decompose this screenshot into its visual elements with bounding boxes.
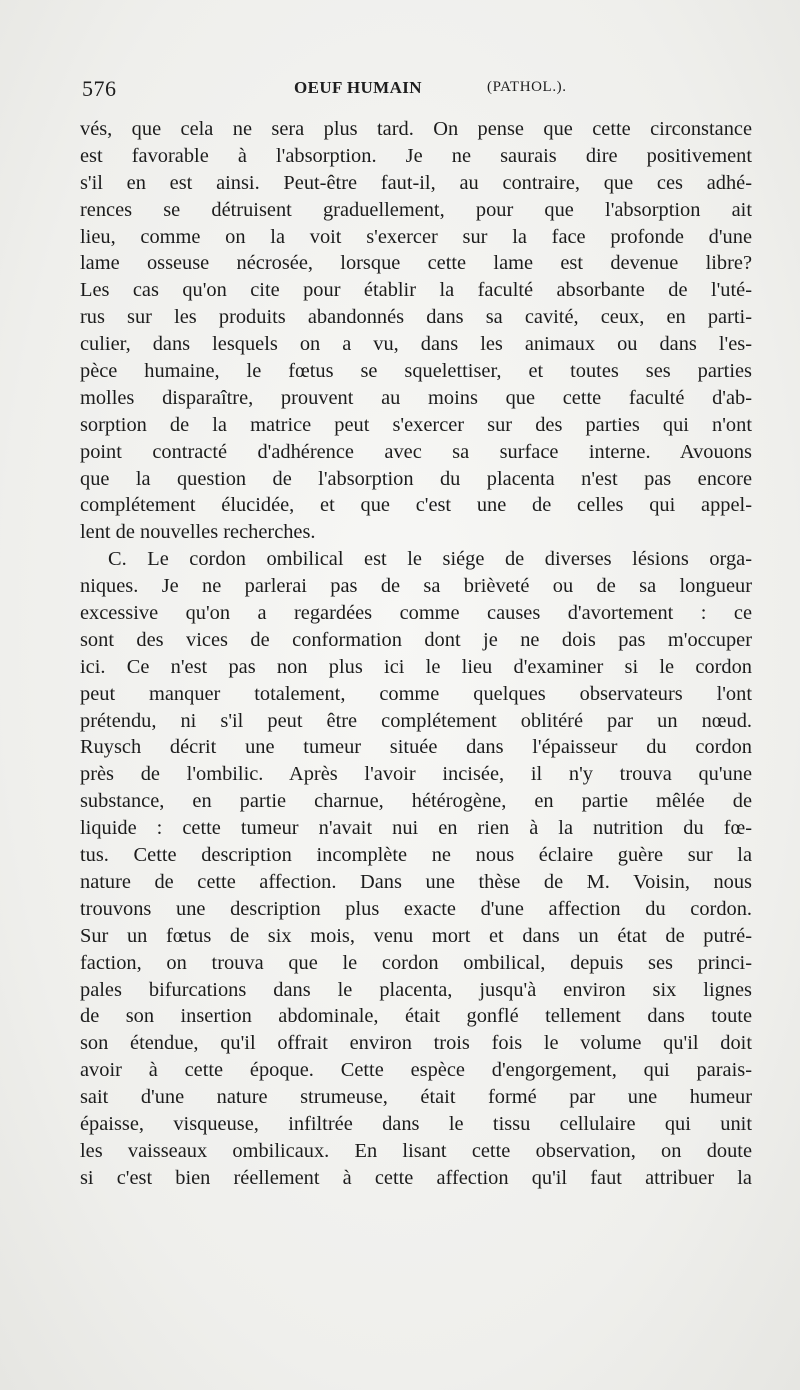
text-line: liquide : cette tumeur n'avait nui en rien à la nutrition du fœ- [80, 817, 752, 840]
text-line: ici. Ce n'est pas non plus ici le lieu d'examiner si le cordon [80, 655, 752, 678]
running-title: OEUF HUMAIN [294, 78, 422, 97]
text-line: son étendue, qu'il offrait environ trois fois le volume qu'il doit [80, 1032, 752, 1055]
text-line: lent de nouvelles recherches. [80, 521, 316, 544]
text-line: s'il en est ainsi. Peut-être faut-il, au contraire, que ces adhé- [80, 171, 752, 194]
bottom-margin [0, 1260, 800, 1390]
text-line: excessive qu'on a regardées comme causes d'avortement : ce [80, 602, 752, 625]
text-line: vés, que cela ne sera plus tard. On pense que cette circonstance [80, 118, 752, 140]
text-line: que la question de l'absorption du placenta n'est pas encore [80, 467, 752, 490]
page-number: 576 [82, 76, 117, 101]
text-line: Sur un fœtus de six mois, venu mort et dans un état de putré- [80, 924, 752, 947]
text-line: substance, en partie charnue, hétérogène, en partie mêlée de [80, 790, 752, 813]
text-line: molles disparaître, prouvent au moins que cette faculté d'ab- [80, 386, 752, 409]
paragraph-start-line: C. Le cordon ombilical est le siége de diverses lésions orga- [108, 548, 752, 571]
text-line: tus. Cette description incomplète ne nous éclaire guère sur la [80, 844, 752, 867]
text-line: rus sur les produits abandonnés dans sa cavité, ceux, en parti- [80, 306, 752, 329]
text-line: Les cas qu'on cite pour établir la faculté absorbante de l'uté- [80, 279, 752, 302]
text-line: est favorable à l'absorption. Je ne saurais dire positivement [80, 144, 752, 167]
text-line: sorption de la matrice peut s'exercer sur des parties qui n'ont [80, 413, 752, 436]
running-subtitle: (PATHOL.). [487, 79, 567, 95]
text-line: lieu, comme on la voit s'exercer sur la face profonde d'une [80, 225, 752, 248]
text-line: sont des vices de conformation dont je ne dois pas m'occuper [80, 628, 752, 651]
text-line: complétement élucidée, et que c'est une de celles qui appel- [80, 494, 752, 517]
body-text [80, 116, 752, 1192]
text-line: épaisse, visqueuse, infiltrée dans le tissu cellulaire qui unit [80, 1112, 752, 1135]
text-line: Ruysch décrit une tumeur située dans l'épaisseur du cordon [80, 736, 752, 759]
text-line: les vaisseaux ombilicaux. En lisant cette observation, on doute [80, 1139, 752, 1162]
text-line: niques. Je ne parlerai pas de sa brièveté ou de sa longueur [80, 575, 752, 598]
text-line: pales bifurcations dans le placenta, jusqu'à environ six lignes [80, 978, 752, 1001]
text-line: point contracté d'adhérence avec sa surface interne. Avouons [80, 440, 752, 463]
text-line: rences se détruisent graduellement, pour que l'absorption ait [80, 198, 752, 221]
text-line: de son insertion abdominale, était gonflé tellement dans toute [80, 1005, 752, 1028]
text-line: culier, dans lesquels on a vu, dans les animaux ou dans l'es- [80, 333, 752, 356]
text-line: pèce humaine, le fœtus se squelettiser, et toutes ses parties [80, 360, 752, 383]
text-line: nature de cette affection. Dans une thèse de M. Voisin, nous [80, 870, 752, 893]
text-line: près de l'ombilic. Après l'avoir incisée, il n'y trouva qu'une [80, 763, 752, 786]
text-line: peut manquer totalement, comme quelques observateurs l'ont [80, 682, 752, 705]
text-line: si c'est bien réellement à cette affection qu'il faut attribuer la [80, 1166, 752, 1189]
running-header [82, 76, 752, 106]
text-line: trouvons une description plus exacte d'une affection du cordon. [80, 897, 752, 920]
text-line: lame osseuse nécrosée, lorsque cette lame est devenue libre? [80, 252, 752, 275]
text-line: prétendu, ni s'il peut être complétement oblitéré par un nœud. [80, 709, 752, 732]
text-line: avoir à cette époque. Cette espèce d'engorgement, qui parais- [80, 1059, 752, 1082]
text-line: faction, on trouva que le cordon ombilical, depuis ses princi- [80, 951, 752, 974]
text-line: sait d'une nature strumeuse, était formé par une humeur [80, 1086, 752, 1109]
